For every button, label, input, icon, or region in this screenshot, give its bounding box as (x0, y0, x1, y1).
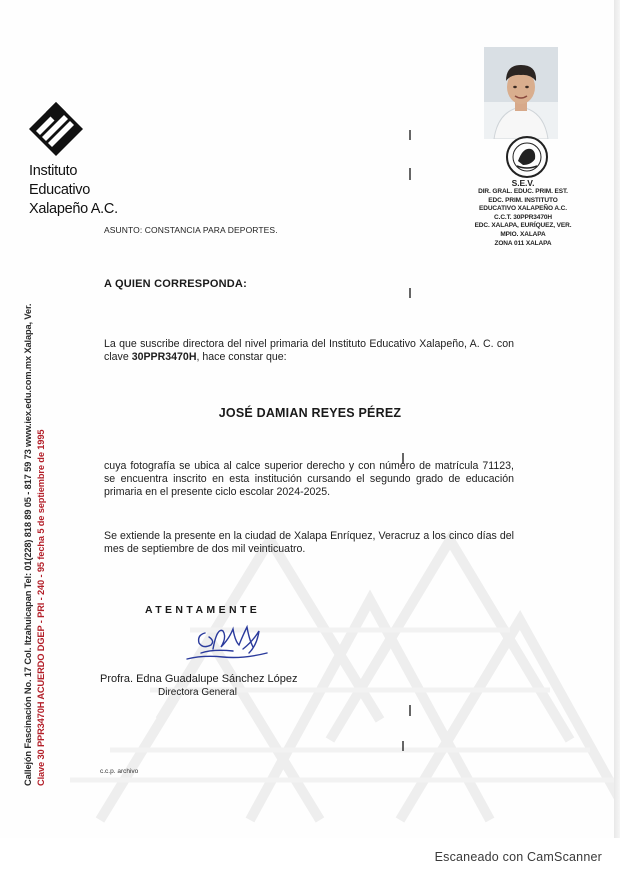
stamp-line: MPIO. XALAPA (500, 230, 546, 238)
closing-atentamente: ATENTAMENTE (145, 604, 261, 616)
stamp-line: EDC. PRIM. INSTITUTO (488, 196, 558, 204)
side-address-line: Callejón Fascinación No. 17 Col. Itzahuicapan Tel: 01(228) 818 89 05 - 817 59 73 www.iex.edu.com.mx Xalapa, Ver. (23, 303, 33, 786)
stamp-line: EDC. XALAPA, EURÍQUEZ, VER. (474, 222, 572, 230)
salutation: A QUIEN CORRESPONDA: (104, 278, 247, 290)
stamp-line: DIR. GRAL. EDUC. PRIM. EST. (478, 188, 568, 195)
official-stamp (468, 178, 578, 248)
scanner-watermark-label: Escaneado con CamScanner (434, 850, 602, 864)
institution-name-line-1: Instituto (29, 163, 78, 179)
subject-line: ASUNTO: CONSTANCIA PARA DEPORTES. (104, 225, 278, 235)
institution-name-line-2: Educativo (29, 182, 90, 198)
institution-name-line-3: Xalapeño A.C. (29, 201, 118, 217)
signer-title: Directora General (158, 687, 237, 698)
ccp-archive-note: c.c.p. archivo (100, 768, 139, 775)
institution-name (29, 162, 118, 219)
institution-key: 30PPR3470H (131, 351, 197, 364)
issuance-paragraph: Se extiende la presente en la ciudad de Xalapa Enríquez, Veracruz a los cinco días del mes de septiembre de dos mil veinticuatro. (104, 530, 514, 556)
enrollment-paragraph: cuya fotografía se ubica al calce superior derecho y con número de matrícula 71123, se encuentra inscrito en esta institución cursando el segundo grado de educación primaria en el presente ciclo escolar 2024-2025. (104, 460, 514, 499)
side-clave-line: Clave 30 PPR3470H ACUERDO DGEP - PRI - 240 - 95 fecha 5 de septiembre de 1995 (36, 429, 46, 786)
signer-name: Profra. Edna Guadalupe Sánchez López (100, 673, 298, 685)
student-name: JOSÉ DAMIAN REYES PÉREZ (218, 406, 402, 420)
mexican-coat-of-arms-seal-icon (505, 135, 549, 179)
page-right-edge (614, 0, 620, 838)
student-photo (484, 47, 558, 139)
intro-text-start: La que suscribe directora del nivel primaria del Instituto Educativo Xalapeño, A. C. con clave (104, 338, 514, 364)
institution-logo-icon (28, 101, 84, 157)
stamp-title: S.E.V. (511, 178, 535, 188)
stamp-line: C.C.T. 30PPR3470H (494, 213, 552, 221)
stamp-line: ZONA 011 XALAPA (494, 239, 552, 247)
intro-text-end: , hace constar que: (196, 351, 287, 364)
intro-paragraph (104, 338, 514, 364)
stamp-line: EDUCATIVO XALAPEÑO A.C. (479, 205, 567, 213)
handwritten-signature (183, 619, 273, 665)
side-footer-text (22, 304, 48, 786)
